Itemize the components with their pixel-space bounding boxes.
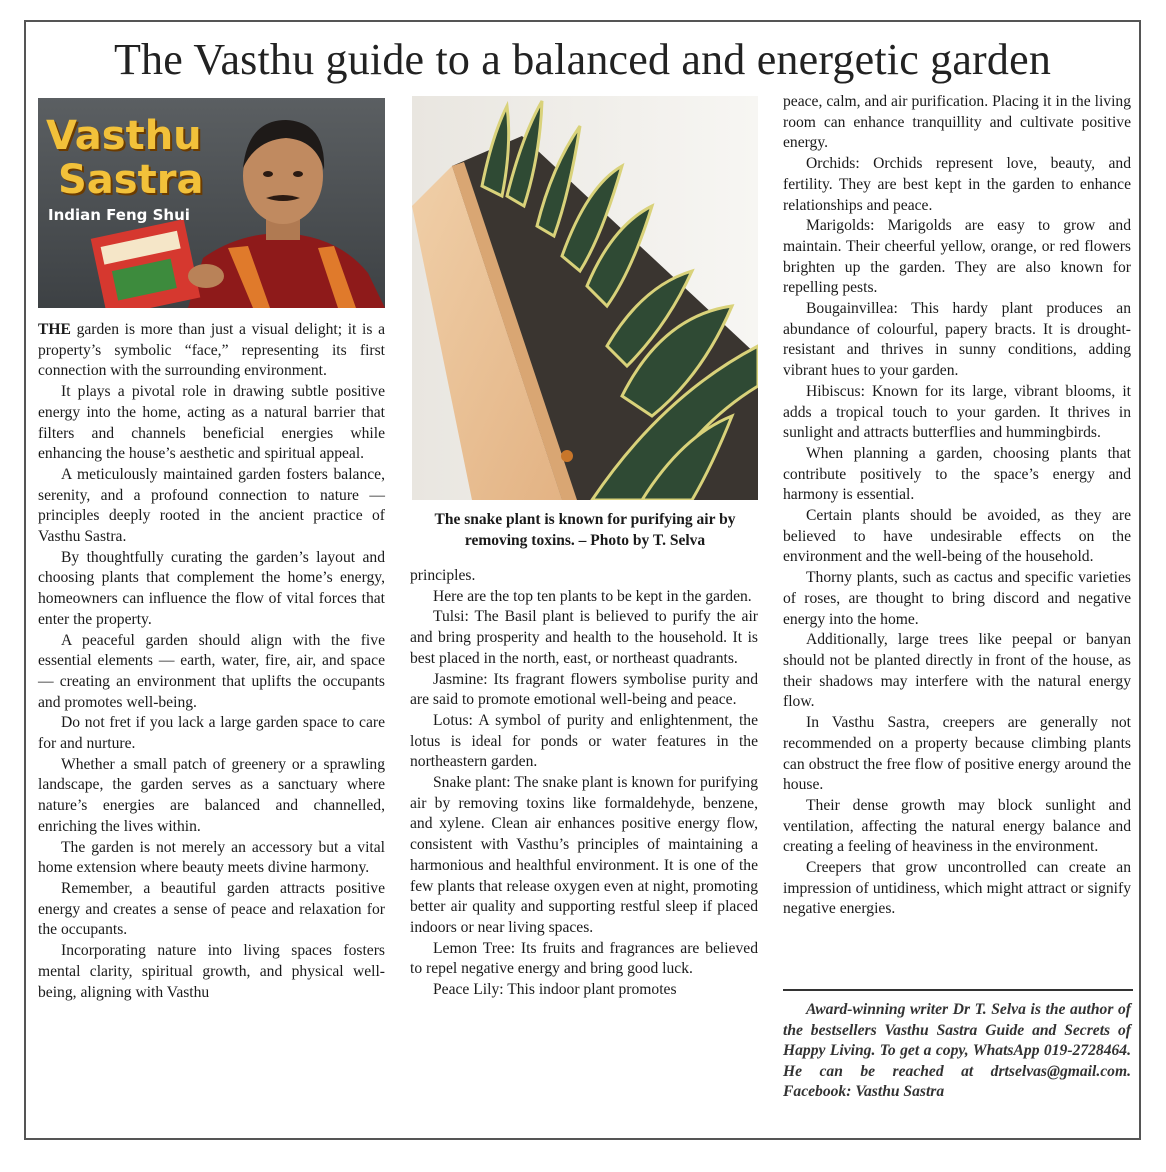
paragraph: Do not fret if you lack a large garden space to care for and nurture. bbox=[38, 714, 385, 753]
paragraph: Peace Lily: This indoor plant promotes bbox=[433, 981, 677, 999]
paragraph: When planning a garden, choosing plants that contribute positively to the space’s energy and harmony is essential. bbox=[783, 444, 1131, 504]
paragraph: A meticulously maintained garden fosters balance, serenity, and a profound connection to nature — principles deeply rooted in the ancient practice of Vasthu Sastra. bbox=[38, 465, 385, 546]
paragraph-continuation: principles. bbox=[410, 567, 476, 584]
paragraph: Here are the top ten plants to be kept in the garden. bbox=[433, 587, 752, 605]
photo-caption: The snake plant is known for purifying air by removing toxins. – Photo by T. Selva bbox=[434, 511, 736, 549]
column-2 bbox=[410, 566, 758, 1001]
paragraph: Certain plants should be avoided, as they are believed to have undesirable effects on the environment and the well-being of the household. bbox=[783, 507, 1131, 566]
paragraph: Orchids: Orchids represent love, beauty, and fertility. They are best kept in the garden to enhance relationships and peace. bbox=[783, 155, 1131, 214]
paragraph: Their dense growth may block sunlight and ventilation, affecting the natural energy balance and creating a feeling of heaviness in the environment. bbox=[783, 796, 1131, 856]
author-photo bbox=[38, 98, 385, 308]
headline: The Vasthu guide to a balanced and energetic garden bbox=[113, 35, 1052, 84]
paragraph: It plays a pivotal role in drawing subtle positive energy into the home, acting as a natural barrier that filters and channels beneficial energies while enhancing the house’s aesthetic and spiritual appeal. bbox=[38, 383, 385, 463]
column-1 bbox=[38, 320, 385, 1003]
paragraph-continuation: peace, calm, and air purification. Placing it in the living room can enhance tranquillity and cultivate positive energy. bbox=[783, 93, 1131, 152]
paragraph: Remember, a beautiful garden attracts positive energy and creates a sense of peace and relaxation for the occupants. bbox=[38, 879, 385, 939]
lead-word: THE bbox=[38, 321, 71, 338]
bio-divider bbox=[783, 989, 1133, 991]
snake-plant-illustration bbox=[412, 96, 758, 500]
paragraph: Snake plant: The snake plant is known for purifying air by removing toxins like formaldehyde, benzene, and xylene. Clean air enhances positive energy flow, consistent with Vasthu’s principles of maintaining a harmonious and healthful environment. It is one of the few plants that release oxygen even at night, promoting better air quality and supporting restful sleep if placed indoors or near living spaces. bbox=[410, 774, 758, 936]
paragraph: Jasmine: Its fragrant flowers symbolise purity and are said to promote emotional well-being and peace. bbox=[410, 670, 758, 709]
paragraph: Creepers that grow uncontrolled can create an impression of untidiness, which might attract or signify negative energies. bbox=[783, 859, 1131, 918]
snake-plant-photo bbox=[412, 96, 758, 500]
brand-line-1: Vasthu bbox=[46, 113, 202, 159]
paragraph: Whether a small patch of greenery or a sprawling landscape, the garden serves as a sanctuary where nature’s energies are balanced and channelled, enriching the lives within. bbox=[38, 755, 385, 835]
bio-text: Award-winning writer Dr T. Selva is the author of the bestsellers Vasthu Sastra Guide and Secrets of Happy Living. To get a copy, WhatsApp 019-2728464. He can be reached at drtselvas@gmail.com. Facebook: Vasthu Sastra bbox=[783, 1001, 1131, 1101]
paragraph: Lotus: A symbol of purity and enlightenment, the lotus is ideal for ponds or water features in the northeastern garden. bbox=[410, 711, 758, 771]
column-3 bbox=[783, 92, 1131, 920]
paragraph: Incorporating nature into living spaces fosters mental clarity, spiritual growth, and physical well-being, aligning with Vasthu bbox=[38, 942, 385, 1001]
paragraph: By thoughtfully curating the garden’s layout and choosing plants that complement the home’s energy, homeowners can influence the flow of vital forces that enter the property. bbox=[38, 548, 385, 628]
paragraph: Lemon Tree: Its fruits and fragrances are believed to repel negative energy and bring good luck. bbox=[410, 939, 758, 978]
paragraph: In Vasthu Sastra, creepers are generally not recommended on a property because climbing plants can obstruct the free flow of positive energy around the house. bbox=[783, 714, 1131, 794]
paragraph: A peaceful garden should align with the five essential elements — earth, water, fire, air, and space — creating an environment that uplifts the occupants and promotes well-being. bbox=[38, 631, 385, 711]
paragraph bbox=[38, 320, 385, 382]
paragraph: Tulsi: The Basil plant is believed to purify the air and bring prosperity and health to the household. It is best placed in the north, east, or northeast quadrants. bbox=[410, 608, 758, 667]
paragraph: Bougainvillea: This hardy plant produces an abundance of colourful, papery bracts. It is drought-resistant and thrives in sunny conditions, adding vibrant hues to your garden. bbox=[783, 300, 1131, 380]
author-bio bbox=[783, 1000, 1131, 1103]
paragraph: Marigolds: Marigolds are easy to grow and maintain. Their cheerful yellow, orange, or red flowers brighten up the garden. They are also known for repelling pests. bbox=[783, 217, 1131, 297]
paragraph: Additionally, large trees like peepal or banyan should not be planted directly in front of the house, as their shadows may interfere with the natural energy flow. bbox=[783, 631, 1131, 711]
paragraph: Thorny plants, such as cactus and specific varieties of roses, are thought to bring discord and negative energy into the home. bbox=[783, 569, 1131, 628]
paragraph-text: garden is more than just a visual delight; it is a property’s symbolic “face,” representing its first connection with the surrounding environment. bbox=[38, 321, 385, 380]
paragraph: The garden is not merely an accessory but a vital home extension where beauty meets divine harmony. bbox=[38, 838, 385, 877]
brand-line-2: Sastra bbox=[58, 157, 204, 203]
paragraph: Hibiscus: Known for its large, vibrant blooms, it adds a tropical touch to your garden. It thrives in sunlight and attracts butterflies and hummingbirds. bbox=[783, 382, 1131, 442]
brand-tagline: Indian Feng Shui bbox=[48, 206, 190, 224]
